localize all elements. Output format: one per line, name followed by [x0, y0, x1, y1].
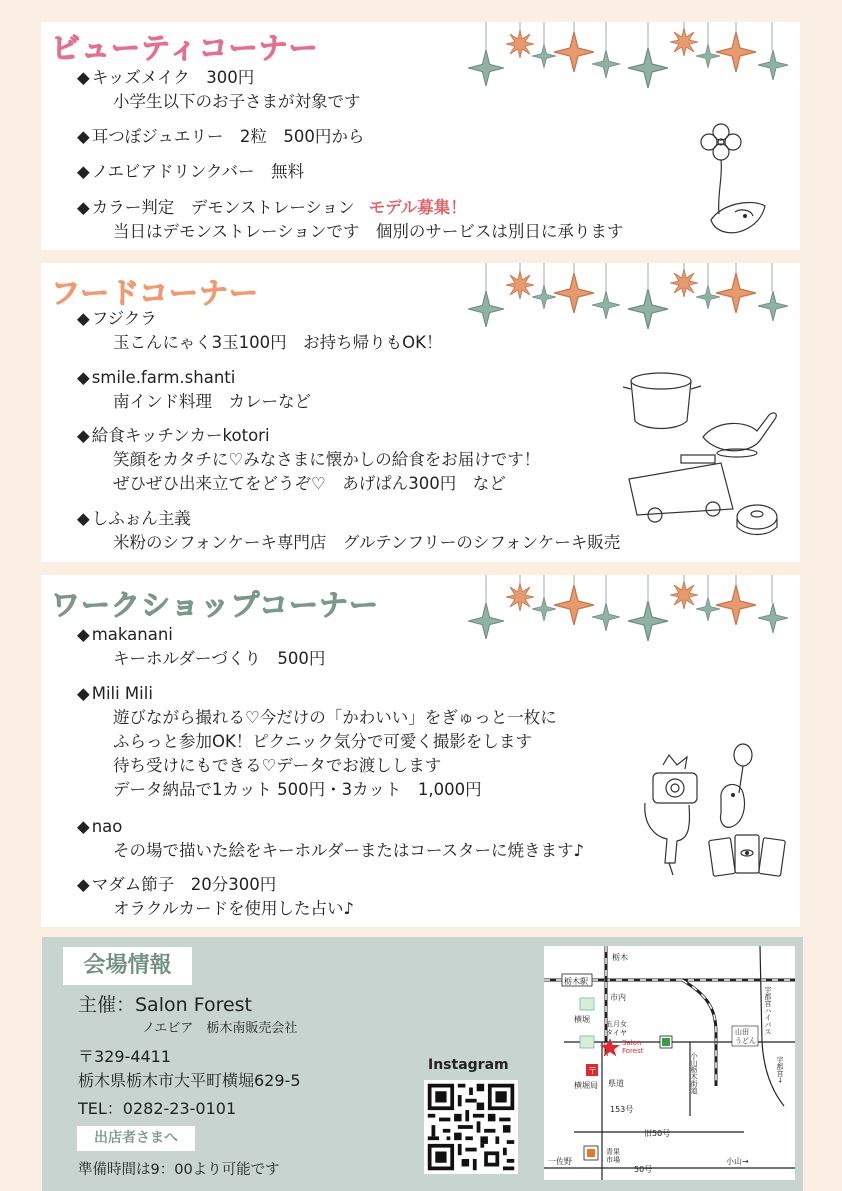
map-label-tochigi: 栃木 [612, 953, 628, 962]
item-name: ◆ フジクラ [77, 309, 157, 328]
item-name: ◆ キッズメイク 300円 [77, 68, 254, 87]
star-garland-decoration [468, 22, 794, 90]
map-label-old-route50: 旧50号 [644, 1129, 671, 1138]
map-label-yamada-1: 山田 [735, 1028, 749, 1036]
food-item-chiffon [77, 507, 620, 555]
co-organizer: ノエビア 栃木南販売会社 [142, 1021, 298, 1036]
beauty-item-drink-bar [77, 160, 304, 184]
workshop-item-makanani [77, 623, 325, 671]
item-detail: 遊びながら撮れる♡今だけの「かわいい」をぎゅっと一枚に [113, 708, 557, 727]
item-detail: オラクルカードを使用した占い♪ [113, 899, 355, 918]
item-name: ◆ 給食キッチンカーkotori [77, 426, 270, 445]
beauty-item-color-diagnosis [77, 196, 623, 244]
map-label-market-1: 青果 [606, 1148, 620, 1156]
venue-info-title: 会場情報 [63, 947, 192, 985]
item-detail: 南インド料理 カレーなど [113, 392, 311, 411]
item-name: ◆ マダム節子 20分300円 [77, 875, 276, 894]
item-detail: キーホルダーづくり 500円 [113, 649, 326, 668]
food-item-kotori [77, 424, 540, 496]
food-item-fujikura [77, 307, 442, 355]
organizer: 主催：Salon Forest [78, 994, 252, 1016]
map-label-salon-1: Salon [622, 1039, 642, 1047]
beauty-item-kids-makeup [77, 66, 361, 114]
map-label-route50: 50号 [634, 1165, 653, 1174]
map-label-yamada-2: うどん [735, 1037, 756, 1045]
prep-time-note: 準備時間は9：00より可能です [78, 1162, 280, 1178]
star-garland-decoration [468, 263, 794, 331]
exhibitor-notice-badge: 出店者さまへ [77, 1126, 195, 1151]
workshop-item-mili-mili [77, 682, 557, 802]
item-name: ◆ ノエビアドリンクバー 無料 [77, 162, 304, 181]
map-label-salon-2: Forest [622, 1047, 644, 1055]
workshop-section [41, 575, 800, 927]
model-recruit-label: モデル募集！ [368, 198, 467, 217]
map-label-oyama-right: 小山→ [726, 1157, 749, 1166]
map-label-road-number: 153号 [610, 1105, 634, 1114]
venue-info-section [42, 937, 803, 1191]
workshop-item-nao [77, 815, 584, 863]
flower-bird-illustration [681, 116, 771, 236]
map-label-tire-2: タイヤ [606, 1029, 627, 1037]
beauty-item-ear-jewelry [77, 125, 364, 149]
map-label-tochigi-kaido: 小山栃木街道 [690, 1052, 698, 1094]
item-detail: ふらっと参加OK！ピクニック気分で可愛く撮影をします [113, 732, 532, 751]
food-item-smile-farm [77, 366, 311, 414]
item-detail: 米粉のシフォンケーキ専門店 グルテンフリーのシフォンケーキ販売 [113, 533, 621, 552]
map-label-lawson: 横堀 [574, 1015, 590, 1024]
item-detail: 当日はデモンストレーションです 個別のサービスは別日に承ります [113, 222, 624, 241]
item-name: ◆ しふぉん主義 [77, 509, 191, 528]
food-section [41, 263, 800, 562]
workshop-item-madam-setsuko [77, 873, 354, 921]
instagram-label: Instagram [428, 1057, 509, 1073]
food-illustrations [621, 359, 781, 549]
phone-number: TEL：0282-23-0101 [78, 1099, 237, 1118]
item-detail: 笑顔をカタチに♡みなさまに懐かしの給食をお届けです！ [113, 450, 541, 469]
item-detail: 小学生以下のお子さまが対象です [113, 92, 361, 111]
item-detail: 待ち受けにもできる♡データでお渡しします [113, 756, 442, 775]
map-label-city-hall: 市内 [610, 993, 626, 1002]
food-title: フードコーナー [51, 276, 259, 310]
address: 栃木県栃木市大平町横堀629-5 [78, 1071, 301, 1090]
item-name: ◆ Mili Mili [77, 684, 153, 703]
instagram-qr-code[interactable] [424, 1080, 518, 1174]
map-label-utsunomiya-2: 宇都宮→ [776, 1056, 784, 1083]
item-detail: 玉こんにゃく3玉100円 お持ち帰りもOK！ [113, 333, 443, 352]
map-label-oyama-left: 一佐野 [548, 1157, 572, 1166]
item-name: ◆ nao [77, 817, 122, 836]
item-name: ◆ smile.farm.shanti [77, 368, 235, 387]
map-label-market-2: 市場 [606, 1156, 620, 1164]
access-map[interactable] [544, 946, 795, 1180]
workshop-title: ワークショップコーナー [51, 588, 379, 622]
svg-text:〒: 〒 [588, 1067, 598, 1077]
item-name: ◆ makanani [77, 625, 173, 644]
map-label-pref-road: 県道 [608, 1079, 624, 1088]
map-label-post-office: 横堀局 [574, 1081, 598, 1090]
item-detail-2: ぜひぜひ出来立てをどうぞ♡ あげぱん300円 など [113, 474, 506, 493]
item-name: ◆ 耳つぼジュエリー 2粒 500円から [77, 127, 364, 146]
beauty-section [41, 22, 800, 250]
item-detail: データ納品で1カット 500円・3カット 1,000円 [113, 780, 482, 799]
map-label-tire-1: 五月女 [606, 1020, 627, 1028]
beauty-title: ビューティコーナー [51, 31, 319, 65]
map-label-utsunomiya-1: 宇都宮ハイパス [764, 986, 772, 1035]
item-detail: その場で描いた絵をキーホルダーまたはコースターに焼きます♪ [113, 841, 585, 860]
star-garland-decoration [468, 575, 794, 643]
workshop-illustrations [639, 743, 789, 888]
postal-code: 〒329-4411 [78, 1047, 172, 1066]
item-name: ◆ カラー判定 デモンストレーション [77, 198, 355, 217]
map-label-tochigi-station: 栃木駅 [564, 977, 588, 986]
